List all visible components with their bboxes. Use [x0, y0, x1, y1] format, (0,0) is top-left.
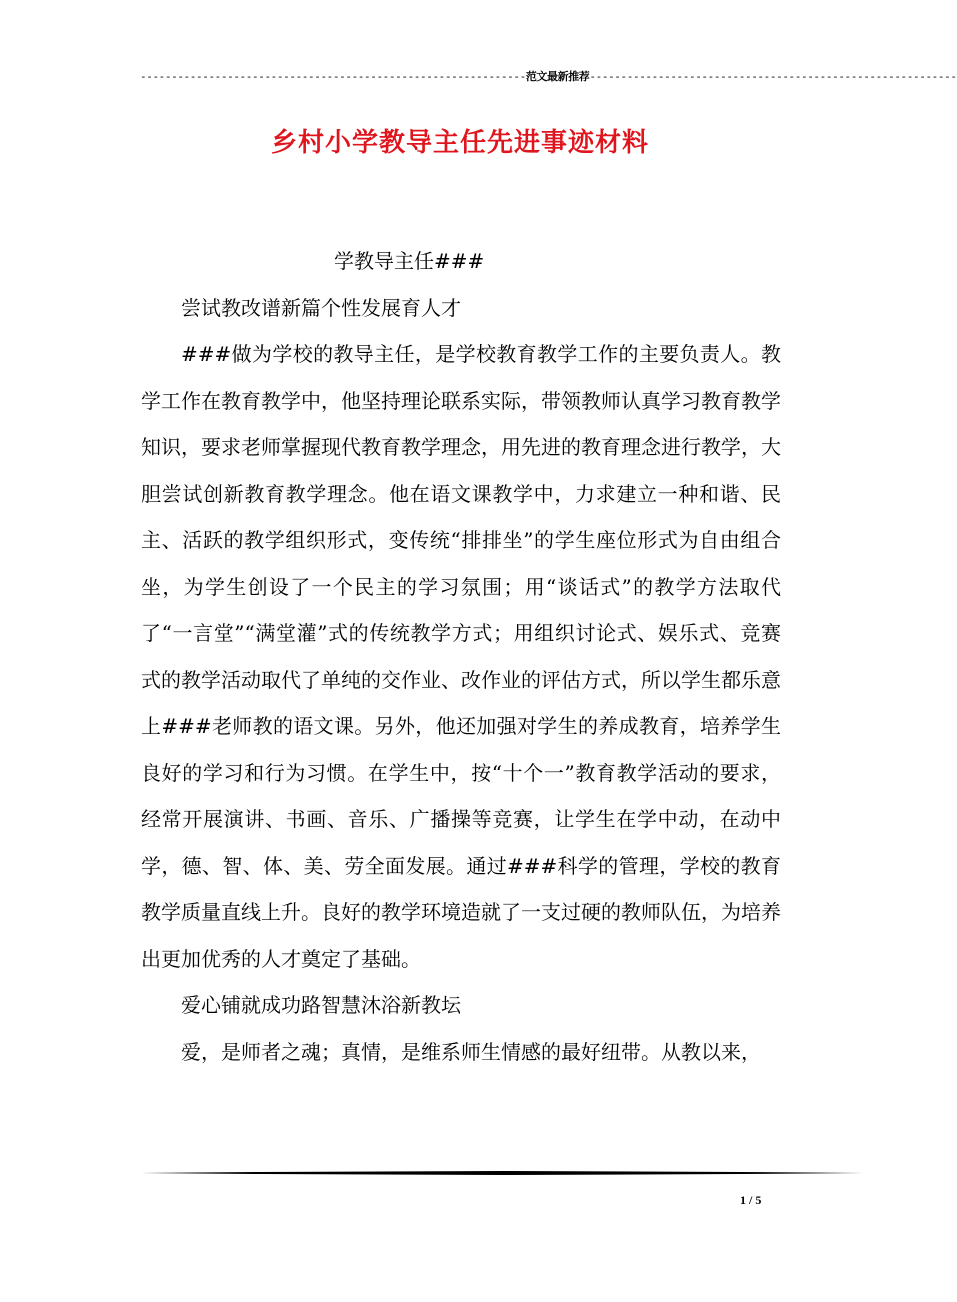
footer-rule: [141, 1171, 863, 1175]
page-number: 1 / 5: [740, 1193, 762, 1207]
header-dashes-left: --------------------------------------------------------------: [140, 70, 526, 83]
document-body: [141, 238, 781, 1075]
document-title: 乡村小学教导主任先进事迹材料: [270, 128, 649, 158]
header-dashes-right: -----------------------------------------------------------: [589, 70, 957, 83]
body-paragraph: ###做为学校的教导主任，是学校教育教学工作的主要负责人。教学工作在教育教学中，他坚持理论联系实际，带领教师认真学习教育教学知识，要求老师掌握现代教育教学理念，用先进的教育理念进行教学，大胆尝试创新教育教学理念。他在语文课教学中，力求建立一种和谐、民主、活跃的教学组织形式，变传统“排排坐”的学生座位形式为自由组合坐，为学生创设了一个民主的学习氛围；用“谈话式”的教学方法取代了“一言堂”“满堂灌”式的传统教学方式；用组织讨论式、娱乐式、竞赛式的教学活动取代了单纯的交作业、改作业的评估方式，所以学生都乐意上###老师教的语文课。另外，他还加强对学生的养成教育，培养学生良好的学习和行为习惯。在学生中，按“十个一”教育教学活动的要求，经常开展演讲、书画、音乐、广播操等竞赛，让学生在学中动，在动中学，德、智、体、美、劳全面发展。通过###科学的管理，学校的教育教学质量直线上升。良好的教学环境造就了一支过硬的教师队伍，为培养出更加优秀的人才奠定了基础。: [141, 342, 781, 971]
header-label: 范文最新推荐: [525, 70, 590, 83]
page-header: [140, 68, 957, 84]
author-line: 学教导主任###: [334, 249, 485, 273]
body-paragraph: 爱，是师者之魂；真情，是维系师生情感的最好纽带。从教以来，: [181, 1039, 761, 1064]
section-heading: 爱心铺就成功路智慧沐浴新教坛: [181, 993, 461, 1017]
section-heading: 尝试教改谱新篇个性发展育人才: [181, 295, 461, 320]
